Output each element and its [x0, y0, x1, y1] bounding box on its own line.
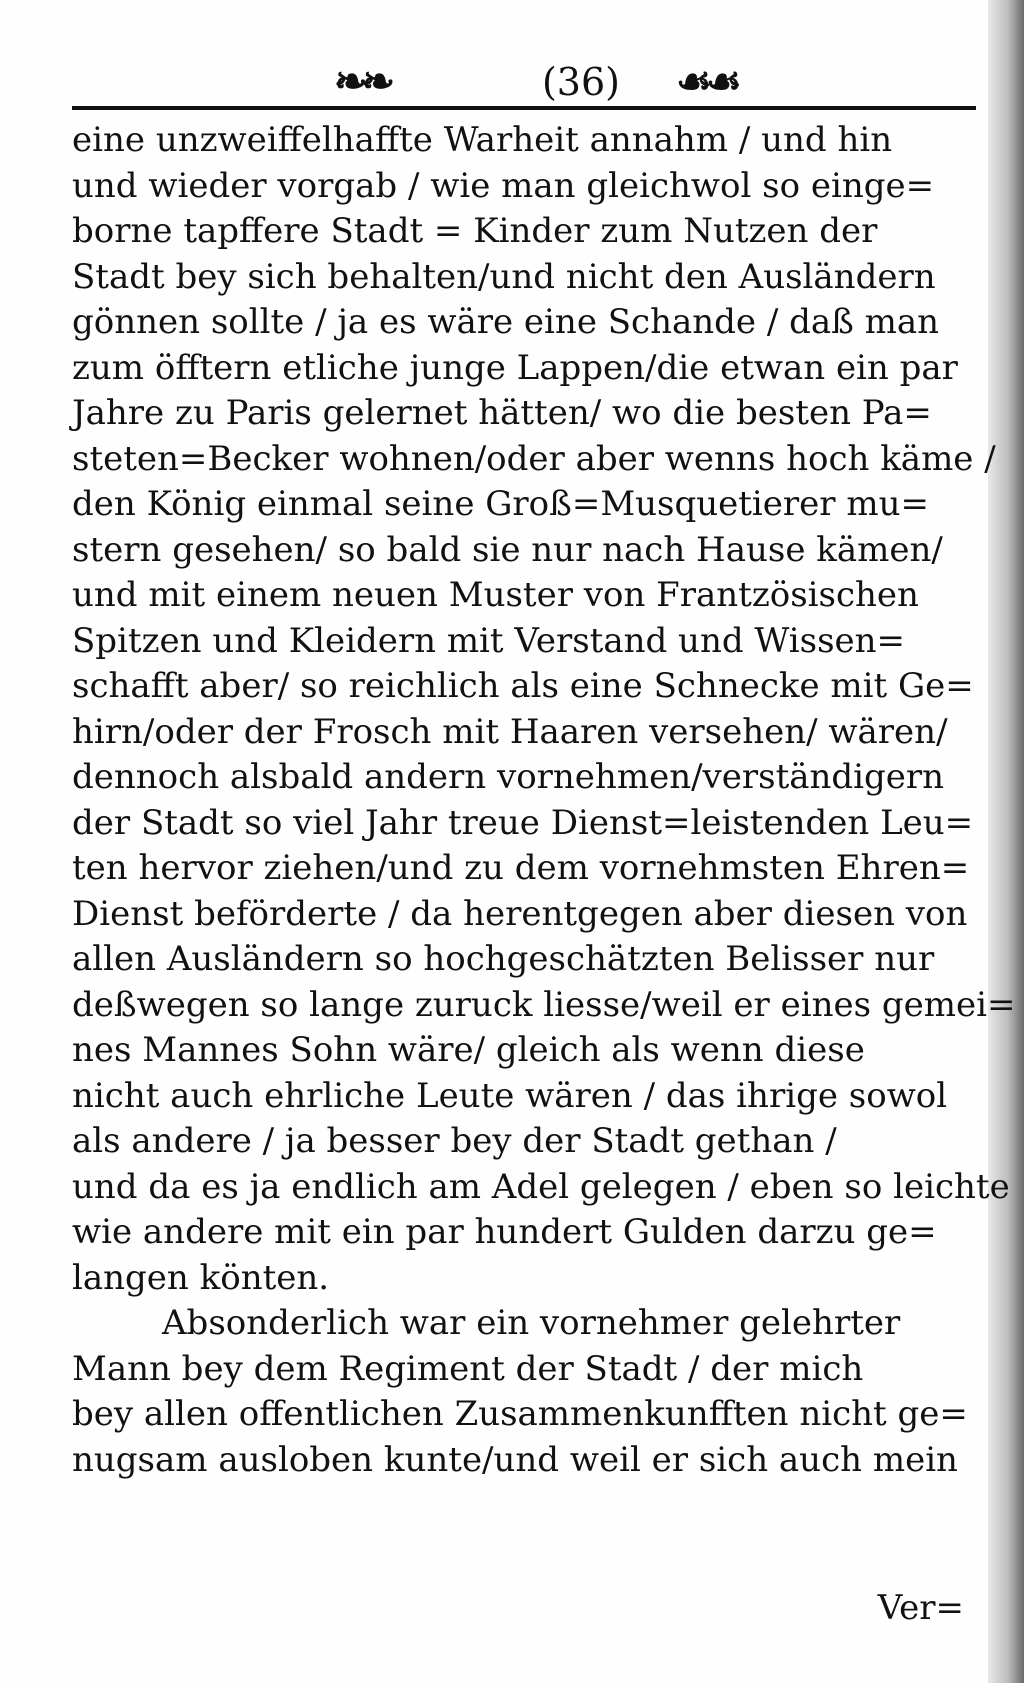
text-line: stern gesehen/ so bald sie nur nach Hause kämen/	[72, 529, 943, 570]
page-number: (36)	[541, 60, 620, 104]
catchword: Ver=	[877, 1588, 964, 1628]
text-line: langen könten.	[72, 1257, 330, 1298]
text-line: schafft aber/ so reichlich als eine Schnecke mit Ge=	[72, 666, 974, 706]
right-ornament-icon: ☙☙	[676, 58, 736, 105]
text-line: zum öfftern etliche junge Lappen/die etwan ein par	[72, 347, 958, 388]
text-line: eine unzweiffelhaffte Warheit annahm / und hin	[72, 120, 893, 160]
text-line: und da es ja endlich am Adel gelegen / eben so leichte	[72, 1166, 1010, 1207]
text-line: den König einmal seine Groß=Musquetierer mu=	[72, 484, 929, 524]
text-line: Dienst beförderte / da herentgegen aber diesen von	[72, 893, 968, 934]
text-line: als andere / ja besser bey der Stadt gethan /	[72, 1121, 837, 1161]
page-header	[72, 50, 976, 106]
text-line: und mit einem neuen Muster von Frantzösischen	[72, 575, 919, 615]
paragraph-start-line: Absonderlich war ein vornehmer gelehrter	[162, 1303, 901, 1343]
text-line: borne tapffere Stadt = Kinder zum Nutzen der	[72, 211, 878, 251]
body-text	[72, 118, 1016, 1483]
text-line: Stadt bey sich behalten/und nicht den Ausländern	[72, 256, 936, 297]
text-line: Jahre zu Paris gelernet hätten/ wo die besten Pa=	[72, 393, 932, 433]
header-rule	[72, 106, 976, 110]
text-line: nugsam ausloben kunte/und weil er sich auch mein	[72, 1439, 958, 1480]
text-line: bey allen offentlichen Zusammenkunfften nicht ge=	[72, 1394, 968, 1434]
text-line: gönnen sollte / ja es wäre eine Schande / daß man	[72, 302, 940, 342]
text-line: der Stadt so viel Jahr treue Dienst=leistenden Leu=	[72, 802, 974, 843]
text-line: ten hervor ziehen/und zu dem vornehmsten Ehren=	[72, 848, 970, 888]
text-line: Spitzen und Kleidern mit Verstand und Wissen=	[72, 620, 906, 661]
text-line: dennoch alsbald andern vornehmen/verständigern	[72, 757, 945, 797]
text-line: nes Mannes Sohn wäre/ gleich als wenn diese	[72, 1030, 865, 1070]
text-line: allen Ausländern so hochgeschätzten Belisser nur	[72, 939, 935, 979]
text-line: deßwegen so lange zuruck liesse/weil er eines gemei=	[72, 984, 1016, 1025]
text-line: steten=Becker wohnen/oder aber wenns hoch käme /	[72, 438, 996, 479]
text-line: Mann bey dem Regiment der Stadt / der mich	[72, 1348, 864, 1389]
text-line: wie andere mit ein par hundert Gulden darzu ge=	[72, 1212, 937, 1252]
text-line: nicht auch ehrliche Leute wären / das ihrige sowol	[72, 1075, 948, 1116]
text-line: hirn/oder der Frosch mit Haaren versehen/ wären/	[72, 711, 948, 752]
left-ornament-icon: ❧❧	[334, 58, 390, 105]
text-line: und wieder vorgab / wie man gleichwol so einge=	[72, 165, 935, 206]
